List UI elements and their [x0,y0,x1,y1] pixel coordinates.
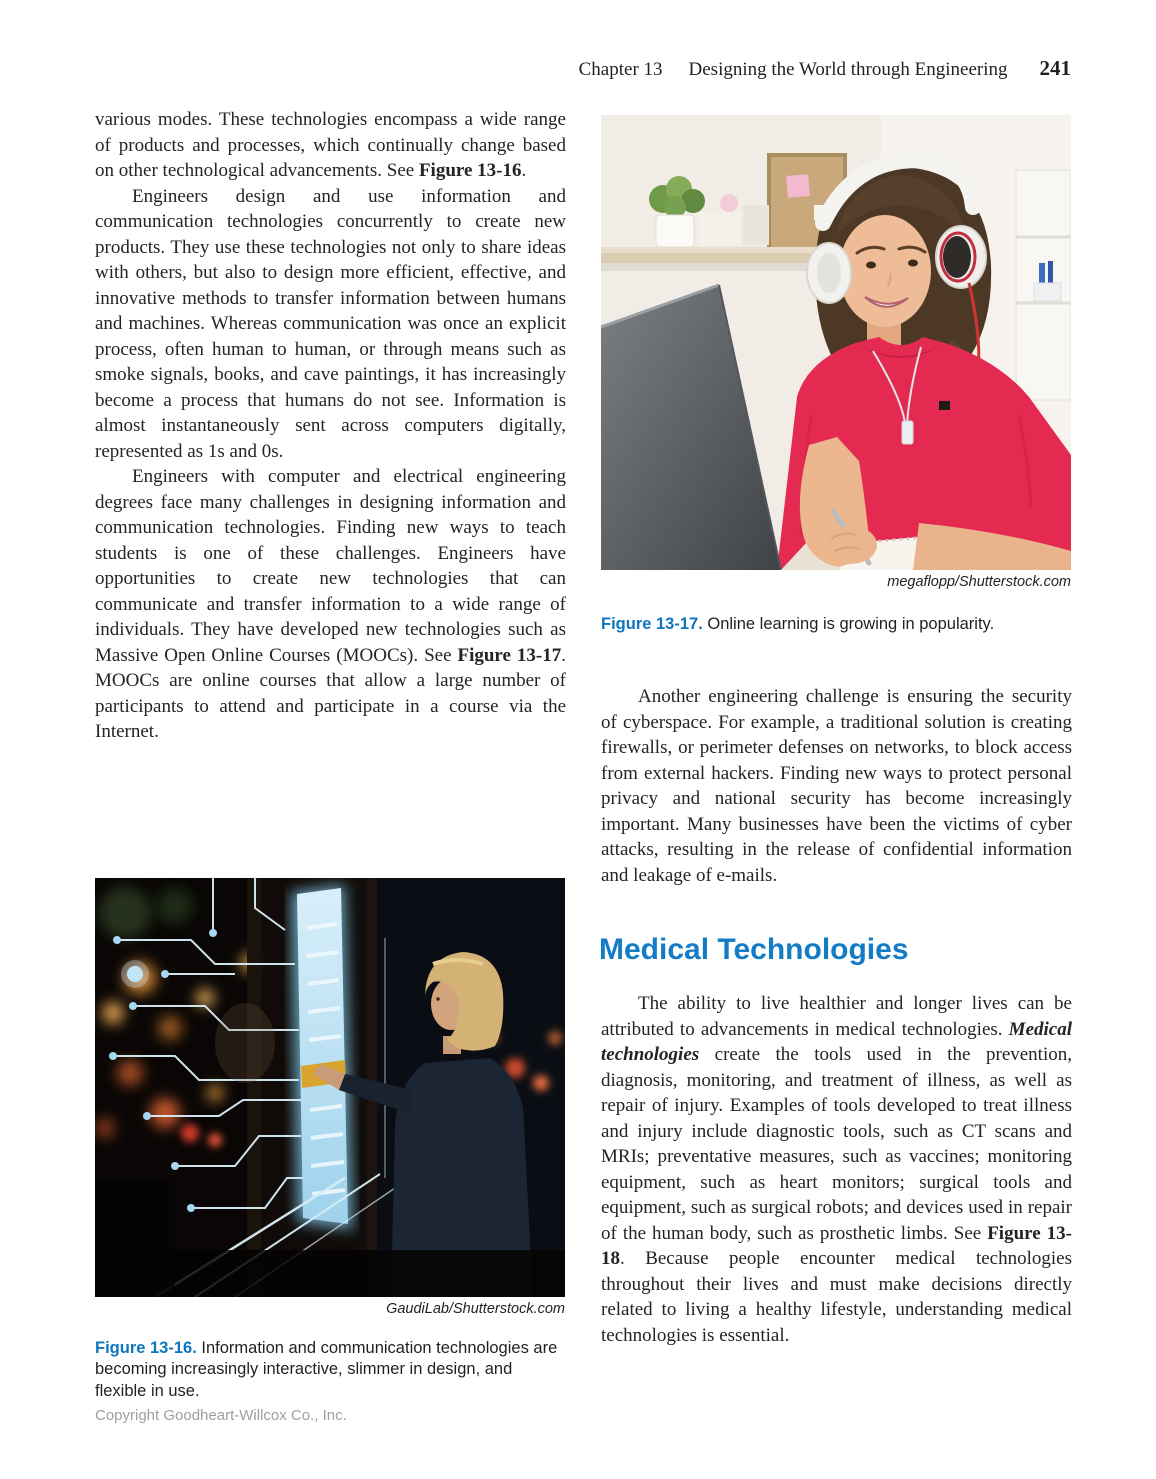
figure-13-17-credit: megaflopp/Shutterstock.com [887,574,1071,590]
left-column [95,107,566,745]
copyright-notice: Copyright Goodheart-Willcox Co., Inc. [95,1407,347,1424]
paragraph-text: Engineers with computer and electrical engineering degrees face many challenges in designing information and communication technologies. Finding new ways to teach students is one of these challenges. Engineers have opportunities to create new technologies that can communicate and transfer information to a wide range of individuals. They have developed new technologies such as Massive Open Online Courses (MOOCs). See [95,466,566,666]
paragraph [601,991,1072,1348]
figure-13-16-label: Figure 13-16. [95,1338,197,1357]
figure-13-16-credit: GaudiLab/Shutterstock.com [386,1301,565,1317]
paragraph-text: create the tools used in the prevention, diagnosis, monitoring, and treatment of illness, as well as repair of injury. Examples of tools developed to treat illness and injury include diagnostic tools, such as CT scans and MRIs; preventative measures, such as vaccines; monitoring equipment, such as heart monitors; surgical tools and equipment, such as surgical robots; and devices used in repair of the human body, such as prosthetic limbs. See [601,1044,1072,1244]
side-shelf-unit [1016,170,1071,400]
section-heading-medical-technologies: Medical Technologies [599,933,909,966]
running-header [0,56,1071,81]
paragraph [95,464,566,745]
paragraph-text: . [521,160,527,181]
paragraph-text: . Because people encounter medical technologies throughout their lives and must make decisions directly related to living a healthy lifestyle, understanding medical technologies is essential. [601,1248,1072,1346]
figure-13-17-label: Figure 13-17. [601,614,703,633]
paragraph-text: various modes. These technologies encompass a wide range of products and processes, which continually change based on other technological advancements. See [95,109,566,181]
figure-reference: Figure 13-16 [418,160,522,181]
wall-shelf [601,247,839,271]
caption-text: Online learning is growing in popularity. [702,614,995,633]
paragraph-text: The ability to live healthier and longer lives can be attributed to advancements in medical technologies. [601,993,1072,1040]
figure-reference: Figure 13-18 [601,1222,1072,1269]
chapter-title: Designing the World through Engineering [688,59,1008,80]
figure-13-16-photo [95,878,565,1297]
paragraph [95,107,566,184]
figure-reference: Figure 13-17 [457,644,562,666]
caption-text: Information and communication technologies are becoming increasingly interactive, slimmer in design, and flexible in use. [95,1338,558,1400]
figure-13-16-caption [95,1338,565,1403]
paragraph: Another engineering challenge is ensuring the security of cyberspace. For example, a traditional solution is creating firewalls, or perimeter defenses on networks, to block access from external hackers. Finding new ways to protect personal privacy and national security has become increasingly important. Many businesses have been the victims of cyber attacks, resulting in the release of confidential information and leakage of e-mails. [601,686,1072,886]
right-column-paragraph-1 [601,684,1072,888]
page-number: 241 [1039,56,1071,80]
paragraph: Engineers design and use information and communication technologies concurrently to create new products. They use these technologies not only to share ideas with others, but also to design more efficient, effective, and innovative methods to transfer information between humans and machines. Whereas communication was once an explicit process, often human to human, or through means such as smoke signals, books, and cave paintings, it has increasingly become a process that humans do not see. Information is almost instantaneously sent across computers digitally, represented as 1s and 0s. [95,185,566,462]
chapter-label: Chapter 13 [578,59,663,80]
key-term: Medical technologies [601,1018,1072,1065]
right-column-paragraph-2 [601,991,1072,1348]
glass-reflection [215,1003,275,1083]
paragraph-text: . MOOCs are online courses that allow a large number of participants to attend and participate in a course via the Internet. [95,644,566,742]
touch-screen [297,888,348,1224]
figure-13-17-caption [601,614,1071,636]
figure-13-17-photo [601,115,1071,570]
